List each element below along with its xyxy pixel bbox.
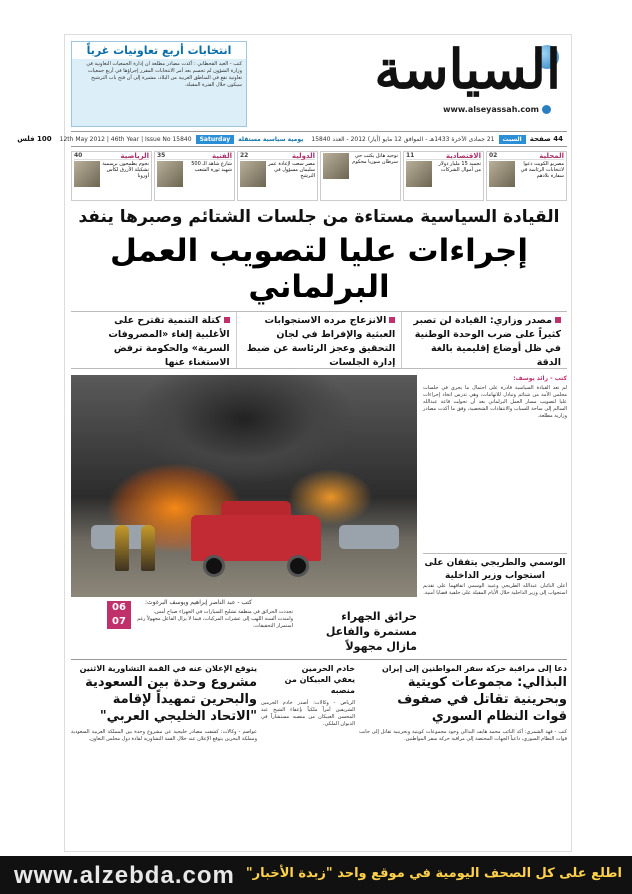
promo-title: انتخابات أربع تعاونيات غرباً — [72, 42, 246, 59]
fire-photo — [71, 375, 417, 597]
day-badge: السبت — [499, 135, 526, 144]
story-text: الرياض - وكالات: أصدر خادم الحرمين الشريفين أمراً ملكياً بإعفاء الشيخ عبد المحسن العبيكان من منصبه مستشاراً في الديوان الملكي. — [261, 700, 355, 727]
day-en-badge: Saturday — [196, 135, 235, 144]
teaser-page: 35 — [157, 152, 166, 159]
logo-text: السياسة — [374, 37, 561, 101]
teaser-extra[interactable] — [320, 151, 401, 201]
site-url[interactable] — [443, 105, 551, 114]
story-headline: يعفي العبيكان من منصبه — [284, 675, 355, 695]
teaser-international[interactable] — [237, 151, 318, 201]
fire-truck-shape — [191, 515, 321, 561]
bullet-icon — [224, 317, 230, 323]
teaser-page: 22 — [240, 152, 249, 159]
issue-info-bar — [17, 131, 567, 147]
subhead-text: كتلة التنمية تقترح على الأغلبية إلغاء «المصروفات السرية» والحكومة ترفض الاستغناء عنها — [108, 315, 230, 368]
car-shape — [339, 525, 399, 549]
subhead-2 — [236, 312, 402, 368]
subhead-3 — [71, 312, 236, 368]
story-kicker: خادم الحرمين — [301, 664, 355, 673]
bullet-icon — [555, 317, 561, 323]
teaser-text: شارع شاهد الـ 500 شهيد ثورة الشعب — [191, 161, 232, 173]
firefighter-shape — [115, 525, 129, 571]
teaser-sports[interactable] — [71, 151, 152, 201]
teaser-thumbnail — [323, 153, 349, 179]
teaser-text: نجوم يطمحون برسمية تشكيلة الأزرق لكأس أوروبا — [102, 161, 149, 179]
lead-story — [423, 375, 567, 545]
story-headline: مشروع وحدة بين السعودية والبحرين تمهيداً لإقامة "الاتحاد الخليجي العربي" — [85, 675, 257, 724]
banner-url[interactable]: www.alzebda.com — [14, 862, 235, 889]
fire-headline[interactable]: حرائق الجهراء مستمرة والفاعل مازال مجهولاً — [325, 610, 417, 653]
page-reference[interactable] — [107, 601, 131, 629]
page-ref-b: 07 — [112, 616, 126, 627]
section-teasers — [71, 151, 567, 201]
subhead-text: مصدر وزاري: القيادة لن تصبر كثيراً على ضرب الوحدة الوطنية في ظل أوضاع إقليمية بالغة الدقة — [413, 315, 561, 368]
teaser-page: 02 — [489, 152, 498, 159]
teaser-arts[interactable] — [154, 151, 235, 201]
firefighter-shape — [141, 525, 155, 571]
wheel-shape — [287, 555, 309, 577]
story-text: كتب - فهد الشمري: أكد النائب محمد هايف البذالي وجود مجموعات كويتية وبحرينية تقاتل إلى جانب قوات النظام السوري، داعياً الجهات المختصة إلى مراقبة حركة سفر المواطنين. — [359, 729, 567, 742]
story-headline: البذالي: مجموعات كويتية وبحرينية تقاتل في صفوف قوات النظام السوري — [397, 675, 567, 724]
story-text: عواصم - وكالات: كشفت مصادر خليجية عن مشروع وحدة بين المملكة العربية السعودية ومملكة البحرين يتوقع الإعلان عنه خلال القمة التشاورية لقادة دول مجلس التعاون. — [71, 729, 257, 742]
story-kicker: يتوقع الإعلان عنه في القمة التشاورية الاثنين — [79, 664, 257, 673]
subhead-1 — [401, 312, 567, 368]
teaser-section: الاقتصادية — [445, 152, 481, 160]
divider — [71, 659, 567, 660]
watermark-banner — [0, 856, 632, 894]
promo-text: كتب - الغيد القحطاني : أكدت مصادر مطلعة ان إدارة الجمعيات التعاونية في وزارة الشؤون لم تحسم بعد أمر الانتخابات المقرر إجراؤها في أربع جمعيات تعاونية تقع في المناطق الغربية من البلاد، مشيرة إلى أن فتح باب الترشيح سيكون خلال الفترة المقبلة. — [86, 61, 242, 88]
price: 100 فلس — [17, 135, 52, 143]
teaser-section: الدولية — [291, 152, 315, 160]
sidebar-headline[interactable]: الوسمي والطريجي يتفقان على استجواب وزير الداخلية — [423, 553, 567, 583]
teaser-text: مصريو الكويت دعوا لانتخابات الرئاسة في سفارة بلادهم — [520, 161, 564, 179]
story-obeikan[interactable] — [261, 663, 355, 728]
teaser-text: مصر سعت لإعادة عمر سليمان مسؤول في الترشح — [268, 161, 315, 179]
newspaper-page — [17, 34, 572, 852]
sidebar-text: أعلن النائبان عبدالله الطريجي وعبيد الوسمي اتفاقهما على تقديم استجواب إلى وزير الداخلية خلال الأيام المقبلة على خلفية قضايا أمنية. — [423, 583, 567, 596]
issue-en: 12th May 2012 | 46th Year | Issue No 15840 — [59, 135, 192, 143]
web-icon — [542, 105, 551, 114]
story-bathali[interactable] — [359, 663, 567, 743]
teaser-thumbnail — [489, 161, 515, 187]
lead-headline[interactable]: إجراءات عليا لتصويب العمل البرلماني — [110, 233, 528, 305]
teaser-thumbnail — [157, 161, 183, 187]
teaser-thumbnail — [240, 161, 266, 187]
teaser-section: الفنية — [211, 152, 232, 160]
wheel-shape — [203, 555, 225, 577]
bullet-icon — [389, 317, 395, 323]
teaser-economy[interactable] — [403, 151, 484, 201]
teaser-text: تجميد 15 مليار دولار من أموال الشركات — [438, 161, 481, 173]
masthead-logo — [271, 37, 561, 107]
fire-text: تجددت الحرائق في منطقة تشليح السيارات في الجهراء صباح أمس، وامتدت ألسنة اللهب إلى عشرات المركبات، فيما لا يزال الفاعل مجهولاً رغم استمرار التحقيقات. — [137, 609, 293, 629]
page-count: 44 صفحة — [529, 135, 563, 143]
teaser-text: توحيد هاتل يكتب حي سرطان سوريا محكوم — [352, 153, 398, 165]
lead-byline: كتب - رائد يوسف: — [513, 375, 567, 382]
teaser-page: 40 — [74, 152, 83, 159]
promo-box — [71, 41, 247, 127]
banner-cta: اطلع على كل الصحف اليومية في موقع واحد "زبدة الأخبار" — [245, 866, 622, 881]
teaser-local[interactable] — [486, 151, 567, 201]
subheads — [71, 311, 567, 369]
site-url-text: www.alseyassah.com — [443, 105, 539, 114]
teaser-thumbnail — [406, 161, 432, 187]
teaser-page: 11 — [406, 152, 415, 159]
story-gulf-union[interactable] — [71, 663, 257, 743]
teaser-thumbnail — [74, 161, 100, 187]
photo-credit: كتب - عبد الناصر إبراهيم ويوسف البرغوث: — [145, 599, 252, 606]
lead-kicker: القيادة السياسية مستاءة من جلسات الشتائم وصبرها ينفد — [78, 207, 560, 227]
teaser-section: الرياضية — [120, 152, 149, 160]
tagline: يومية سياسية مستقلة — [238, 135, 304, 143]
lead-story-text: لم تعد القيادة السياسية قادرة على احتمال ما يجري في جلسات مجلس الأمة من شتائم وتبادل للاتهامات، وهي تدرس اتخاذ إجراءات عليا لتصويب مسار العمل البرلماني بعد أن تحولت قاعة عبدالله السالم إلى ساحة للسباب والانتقادات الشخصية، وفق ما أكدت مصادر وزارية مطلعة. — [423, 385, 567, 419]
teaser-section: المحلية — [539, 152, 564, 160]
subhead-text: الانزعاج مرده الاستجوابات العبثية والإفراط في لجان التحقيق وعجز الرئاسة عن ضبط إدارة الجلسات — [246, 315, 396, 368]
hijri-date: 21 جمادى الآخرة 1433هـ - الموافق 12 مايو (أيار) 2012 - العدد 15840 — [311, 135, 495, 143]
page-ref-a: 06 — [112, 602, 126, 613]
story-kicker: دعا إلى مراقبة حركة سفر المواطنين إلى إيران — [381, 664, 567, 673]
